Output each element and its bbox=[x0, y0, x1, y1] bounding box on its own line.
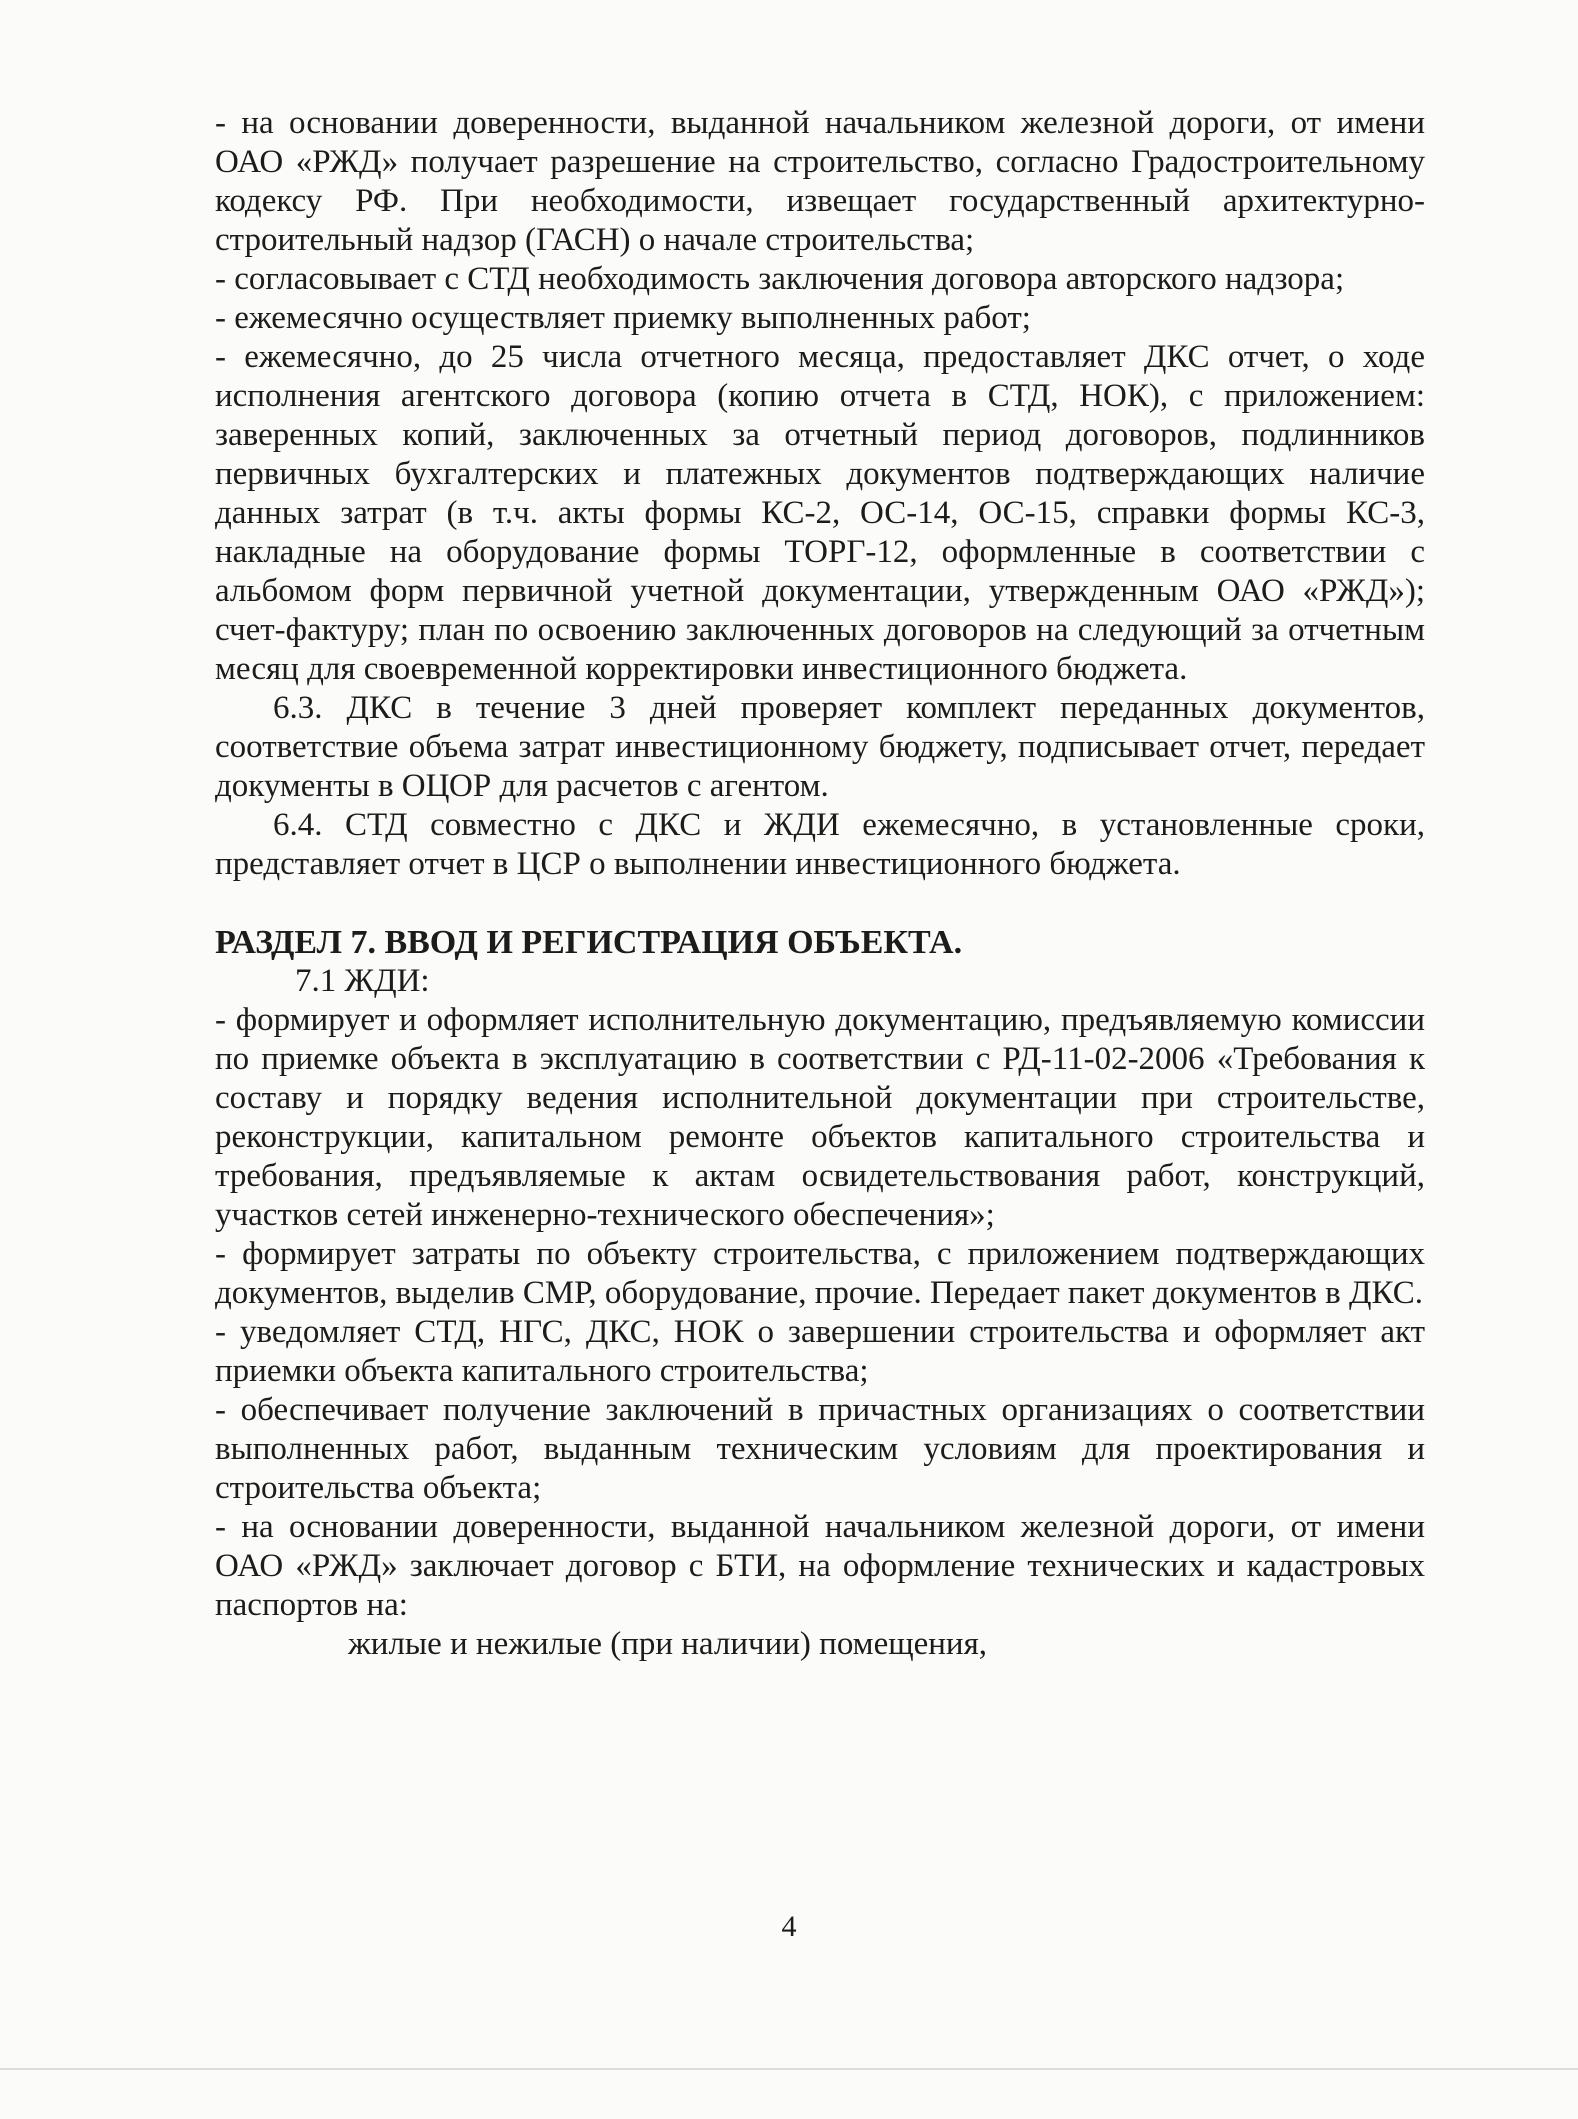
paragraph-executive-documentation: - формирует и оформляет исполнительную документацию, предъявляемую комиссии по приемке объекта в эксплуатацию в соответствии с РД-11-02-2006 «Требования к составу и порядку ведения исполнительной документации при строительстве, реконструкции, капитальном ремонте объектов капитального строительства и требования, предъявляемые к актам освидетельствования работ, конструкций, участков сетей инженерно-технического обеспечения»; bbox=[215, 1002, 1425, 1233]
paragraph-monthly-report: - ежемесячно, до 25 числа отчетного месяца, предоставляет ДКС отчет, о ходе исполнения агентского договора (копию отчета в СТД, НОК), с приложением: заверенных копий, заключенных за отчетный период договоров, подлинников первичных бухгалтерских и платежных документов подтверждающих наличие данных затрат (в т.ч. акты формы КС-2, ОС-14, ОС-15, справки формы КС-3, накладные на оборудование формы ТОРГ-12, оформленные в соответствии с альбомом форм первичной учетной документации, утвержденным ОАО «РЖД»); счет-фактуру; план по освоению заключенных договоров на следующий за отчетным месяц для своевременной корректировки инвестиционного бюджета. bbox=[215, 339, 1425, 687]
page-number: 4 bbox=[781, 1910, 797, 1943]
paragraph-monthly-acceptance: - ежемесячно осуществляет приемку выполненных работ; bbox=[215, 300, 1031, 336]
paragraph-building-permit: - на основании доверенности, выданной начальником железной дороги, от имени ОАО «РЖД» получает разрешение на строительство, согласно Градостроительному кодексу РФ. При необходимости, извещает государственный архитектурно-строительный надзор (ГАСН) о начале строительства; bbox=[215, 105, 1425, 258]
sub-item-premises: жилые и нежилые (при наличии) помещения, bbox=[348, 1626, 988, 1662]
section-7-heading: РАЗДЕЛ 7. ВВОД И РЕГИСТРАЦИЯ ОБЪЕКТА. bbox=[215, 924, 963, 961]
paragraph-object-costs: - формирует затраты по объекту строительства, с приложением подтверждающих документов, выделив СМР, оборудование, прочие. Передает пакет документов в ДКС. bbox=[215, 1236, 1425, 1311]
clause-6-3: 6.3. ДКС в течение 3 дней проверяет комплект переданных документов, соответствие объема затрат инвестиционному бюджету, подписывает отчет, передает документы в ОЦОР для расчетов с агентом. bbox=[215, 690, 1425, 804]
paragraph-supervision-agreement: - согласовывает с СТД необходимость заключения договора авторского надзора; bbox=[215, 261, 1345, 297]
clause-7-1: 7.1 ЖДИ: bbox=[295, 963, 430, 999]
paragraph-bti-agreement: - на основании доверенности, выданной начальником железной дороги, от имени ОАО «РЖД» заключает договор с БТИ, на оформление технических и кадастровых паспортов на: bbox=[215, 1509, 1425, 1623]
scan-edge-line bbox=[0, 2068, 1578, 2070]
document-body bbox=[215, 104, 1425, 1664]
clause-6-4: 6.4. СТД совместно с ДКС и ЖДИ ежемесячно, в установленные сроки, представляет отчет в ЦСР о выполнении инвестиционного бюджета. bbox=[215, 807, 1425, 882]
section-spacer bbox=[215, 884, 1425, 923]
paragraph-conclusions: - обеспечивает получение заключений в причастных организациях о соответствии выполненных работ, выданным техническим условиям для проектирования и строительства объекта; bbox=[215, 1392, 1425, 1506]
paragraph-completion-notice: - уведомляет СТД, НГС, ДКС, НОК о завершении строительства и оформляет акт приемки объекта капитального строительства; bbox=[215, 1314, 1425, 1389]
